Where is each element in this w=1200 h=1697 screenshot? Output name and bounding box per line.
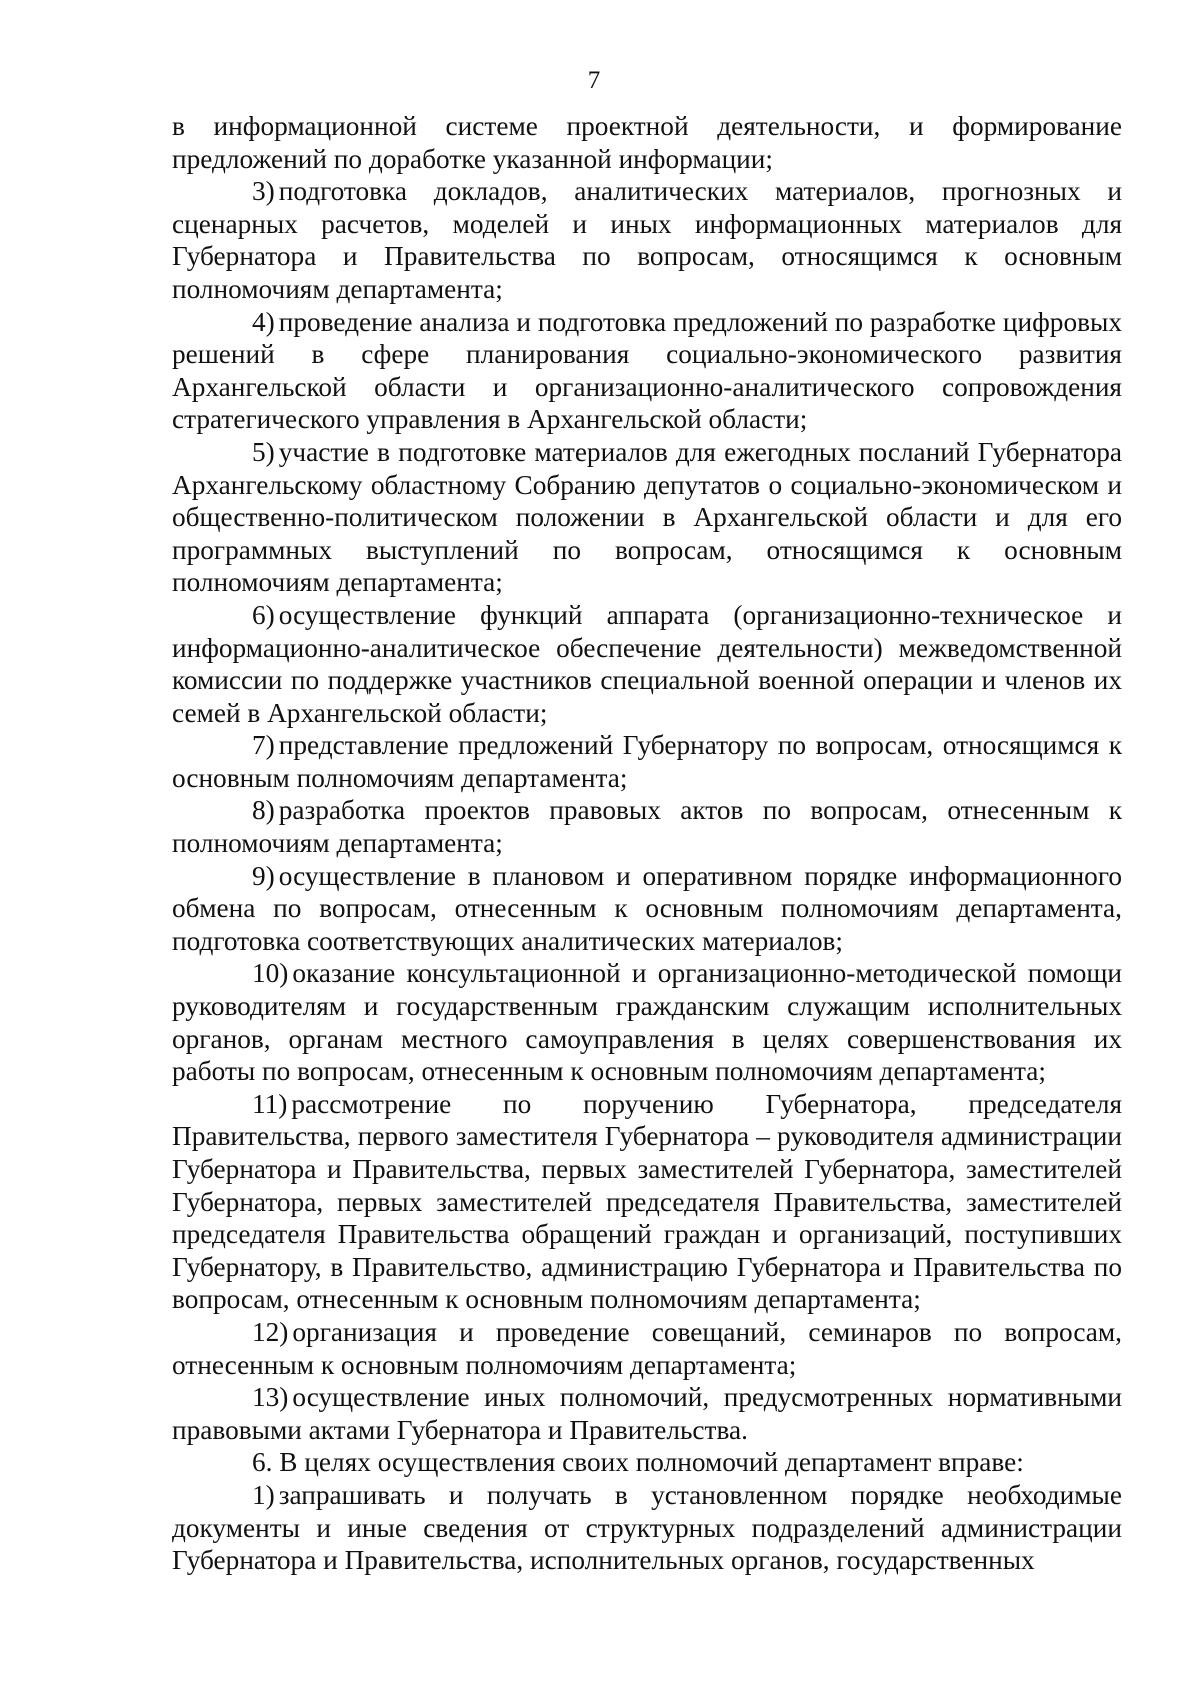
list-item-text: участие в подготовке материалов для ежегодных посланий Губернатора Архангельскому областному Собранию депутатов о социально-экономическом и общественно-политическом положении в Архангельской области и для его программных выступлений по вопросам, относящимся к основным полномочиям департамента; <box>172 436 1122 598</box>
list-item-text: запрашивать и получать в установленном порядке необходимые документы и иные сведения от структурных подразделений администрации Губернатора и Правительства, исполнительных органов, государственных <box>172 1479 1122 1576</box>
list-item-13 <box>172 1381 1122 1446</box>
list-item-number: 5) <box>252 436 275 467</box>
list-item-4 <box>172 306 1122 436</box>
list-item-number: 6) <box>252 599 275 630</box>
list-item-text: осуществление функций аппарата (организационно-техническое и информационно-аналитическое обеспечение деятельности) межведомственной комиссии по поддержке участников специальной военной операции и членов их семей в Архангельской области; <box>172 599 1122 728</box>
list-item-text: представление предложений Губернатору по вопросам, относящимся к основным полномочиям департамента; <box>172 730 1122 793</box>
list-item-8 <box>172 794 1122 859</box>
list-item-9 <box>172 860 1122 958</box>
paragraph-continuation <box>172 110 1122 175</box>
page-number: 7 <box>587 67 601 94</box>
list-item-number: 7) <box>252 730 275 761</box>
list-item-number: 10) <box>252 958 289 989</box>
list-item-number: 12) <box>252 1316 289 1347</box>
list-item-text: осуществление иных полномочий, предусмотренных нормативными правовыми актами Губернатора и Правительства. <box>172 1382 1122 1445</box>
document-body <box>172 110 1122 1577</box>
list-item-text: рассмотрение по поручению Губернатора, председателя Правительства, первого заместителя Губернатора – руководителя администрации Губернатора и Правительства, первых заместителей Губернатора, заместителей Губернатора, первых заместителей председателя Правительства, заместителей председателя Правительства обращений граждан и организаций, поступивших Губернатору, в Правительство, администрацию Губернатора и Правительства по вопросам, отнесенным к основным полномочиям департамента; <box>172 1088 1122 1315</box>
list-item-number: 11) <box>252 1088 288 1119</box>
list-item-10 <box>172 957 1122 1087</box>
list-item-number: 9) <box>252 860 275 891</box>
list-item-11 <box>172 1088 1122 1316</box>
list-item-6 <box>172 599 1122 729</box>
paragraph-text: в информационной системе проектной деятельности, и формирование предложений по доработке указанной информации; <box>172 111 1122 174</box>
list-item-text: подготовка докладов, аналитических материалов, прогнозных и сценарных расчетов, моделей и иных информационных материалов для Губернатора и Правительства по вопросам, относящимся к основным полномочиям департамента; <box>172 176 1122 304</box>
list-item-number: 3) <box>252 176 275 207</box>
list-item-12 <box>172 1316 1122 1381</box>
list-item-text: оказание консультационной и организационно-методической помощи руководителям и государственным гражданским служащим исполнительных органов, органам местного самоуправления в целях совершенствования их работы по вопросам, отнесенным к основным полномочиям департамента; <box>172 958 1122 1087</box>
list-item-number: 4) <box>252 306 275 337</box>
list-item-3 <box>172 175 1122 305</box>
list-item-1 <box>172 1479 1122 1577</box>
list-item-text: разработка проектов правовых актов по вопросам, отнесенным к полномочиям департамента; <box>172 795 1122 859</box>
section-6-heading <box>172 1446 1122 1479</box>
paragraph-text: 6. В целях осуществления своих полномочий департамент вправе: <box>252 1447 1024 1478</box>
list-item-number: 8) <box>252 795 275 826</box>
list-item-number: 1) <box>252 1479 275 1510</box>
list-item-text: организация и проведение совещаний, семинаров по вопросам, отнесенным к основным полномочиям департамента; <box>172 1316 1122 1380</box>
list-item-text: осуществление в плановом и оперативном порядке информационного обмена по вопросам, отнесенным к основным полномочиям департамента, подготовка соответствующих аналитических материалов; <box>172 860 1122 956</box>
list-item-number: 13) <box>252 1382 289 1413</box>
list-item-text: проведение анализа и подготовка предложений по разработке цифровых решений в сфере планирования социально-экономического развития Архангельской области и организационно-аналитического сопровождения стратегического управления в Архангельской области; <box>172 306 1122 435</box>
list-item-5 <box>172 436 1122 599</box>
list-item-7 <box>172 729 1122 794</box>
